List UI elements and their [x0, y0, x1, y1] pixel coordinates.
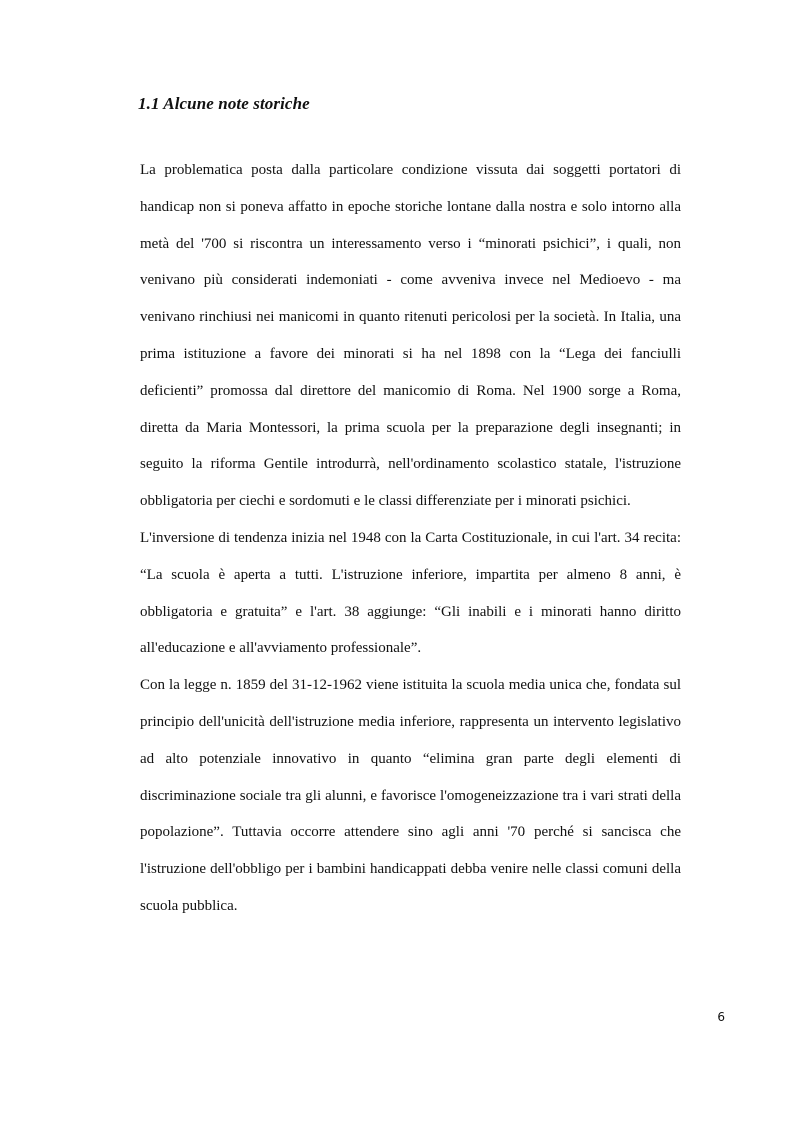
paragraph-history-origins: La problematica posta dalla particolare condizione vissuta dai soggetti portatori di handicap non si poneva affatto in epoche storiche lontane dalla nostra e solo intorno alla metà del '700 si riscontra un interessamento verso i “minorati psichici”, i quali, non venivano più considerati indemoniati - come avveniva invece nel Medioevo - ma venivano rinchiusi nei manicomi in quanto ritenuti pericolosi per la società. In Italia, una prima istituzione a favore dei minorati si ha nel 1898 con la “Lega dei fanciulli deficienti” promossa dal direttore del manicomio di Roma. Nel 1900 sorge a Roma, diretta da Maria Montessori, la prima scuola per la preparazione degli insegnanti; in seguito la riforma Gentile introdurrà, nell'ordinamento scolastico statale, l'istruzione obbligatoria per ciechi e sordomuti e le classi differenziate per i minorati psichici. [140, 162, 681, 510]
paragraph-law-1859: Con la legge n. 1859 del 31-12-1962 viene istituita la scuola media unica che, fondata sul principio dell'unicità dell'istruzione media inferiore, rappresenta un intervento legislativo ad alto potenziale innovativo in quanto “elimina gran parte degli elementi di discriminazione sociale tra gli alunni, e favorisce l'omogeneizzazione tra i vari strati della popolazione”. Tuttavia occorre attendere sino agli anni '70 perché si sancisca che l'istruzione dell'obbligo per i bambini handicappati debba venire nelle classi comuni della scuola pubblica. [140, 677, 681, 914]
section-heading: 1.1 Alcune note storiche [138, 94, 310, 113]
body-text [140, 152, 681, 925]
paragraph-constitution: L'inversione di tendenza inizia nel 1948 con la Carta Costituzionale, in cui l'art. 34 recita: “La scuola è aperta a tutti. L'istruzione inferiore, impartita per almeno 8 anni, è obbligatoria e gratuita” e l'art. 38 aggiunge: “Gli inabili e i minorati hanno diritto all'educazione e all'avviamento professionale”. [140, 529, 681, 657]
page-number: 6 [717, 1010, 725, 1024]
